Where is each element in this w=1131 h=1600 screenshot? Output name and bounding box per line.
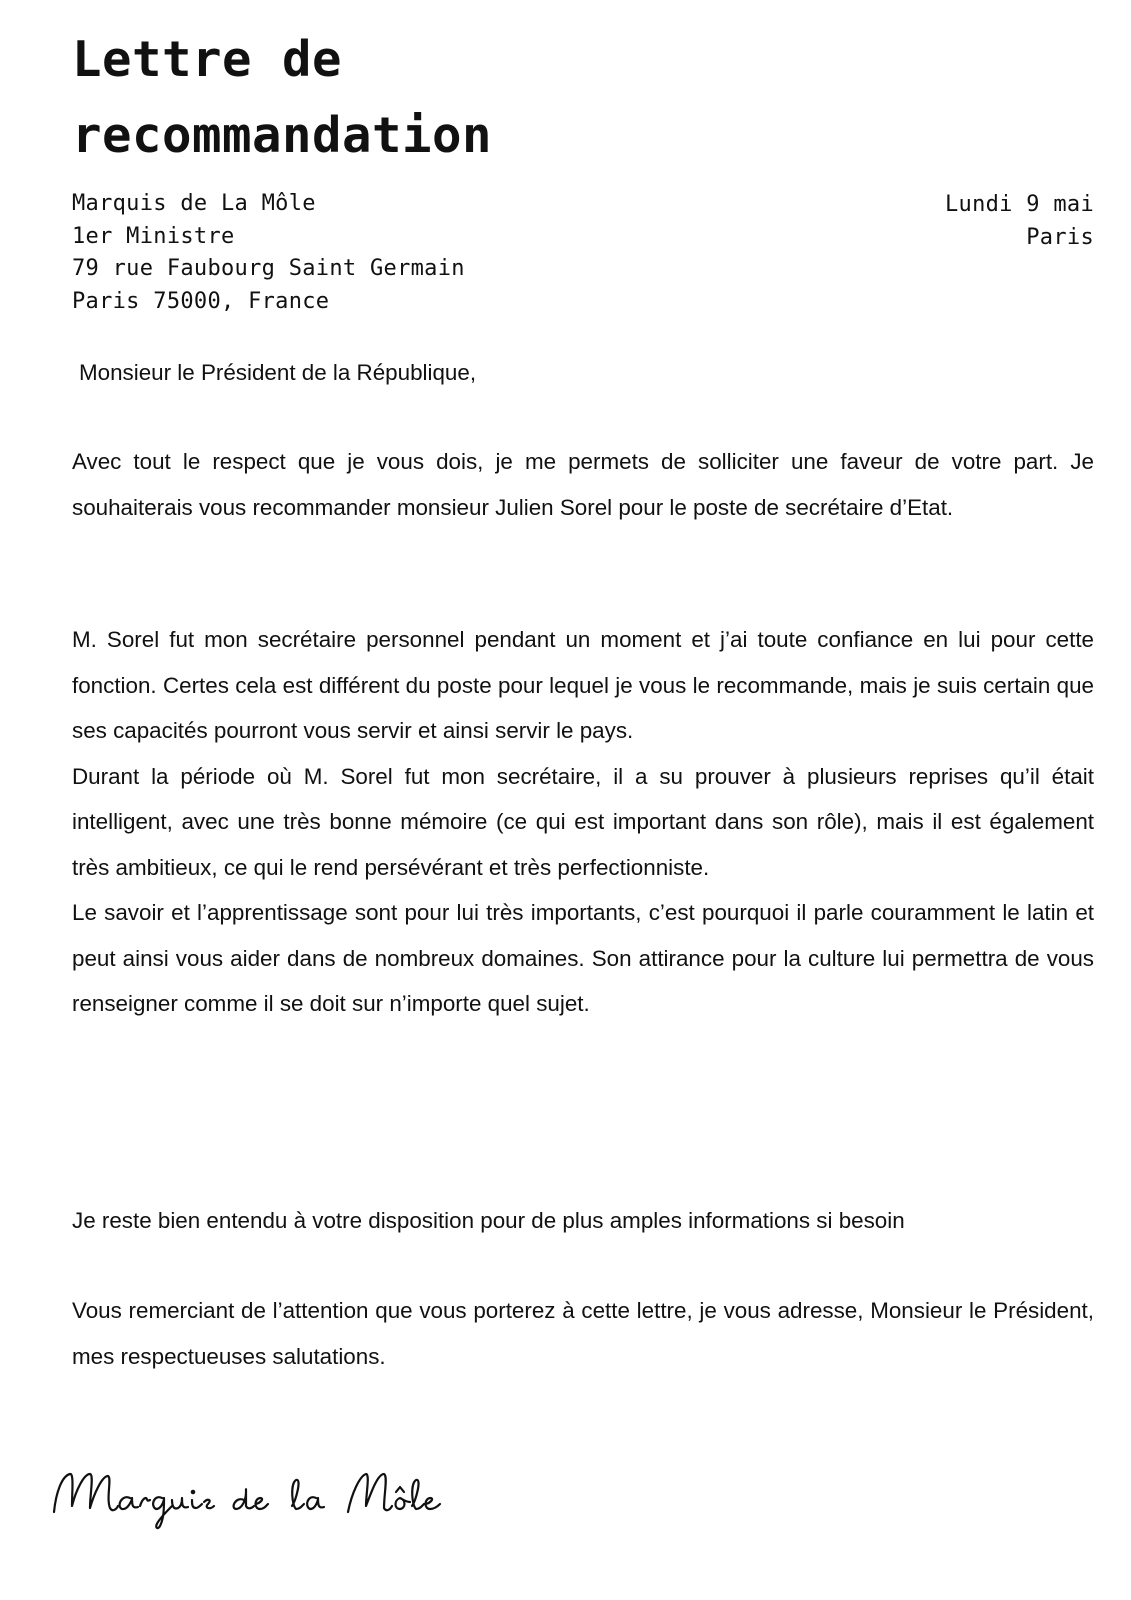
letter-date: Lundi 9 mai	[945, 192, 1094, 217]
sender-address: 79 rue Faubourg Saint Germain	[72, 256, 465, 281]
sender-city: Paris 75000, France	[72, 288, 330, 314]
letter-place: Paris	[1026, 225, 1094, 250]
letter-title	[72, 22, 772, 174]
paragraph-body	[72, 617, 1094, 1027]
paragraph-body-2: Durant la période où M. Sorel fut mon secrétaire, il a su prouver à plusieurs reprises qu’il était intelligent, avec une très bonne mémoire (ce qui est important dans son rôle), mais il est également très ambitieux, ce qui le rend persévérant et très perfectionniste.	[72, 763, 1094, 880]
paragraph-body-1: M. Sorel fut mon secrétaire personnel pendant un moment et j’ai toute confiance en lui pour cette fonction. Certes cela est différent du poste pour lequel je vous le recommande, mais je suis certain que ses capacités pourront vous servir et ainsi servir le pays.	[72, 627, 1094, 743]
handwritten-signature	[48, 1462, 448, 1542]
salutation: Monsieur le Président de la République,	[79, 360, 477, 385]
sender-name: Marquis de La Môle	[72, 191, 316, 216]
title-line-1: Lettre de	[72, 31, 343, 88]
title-line-2: recommandation	[72, 107, 493, 164]
paragraph-body-3: Le savoir et l’apprentissage sont pour lui très importants, c’est pourquoi il parle couramment le latin et peut ainsi vous aider dans de nombreux domaines. Son attirance pour la culture lui permettra de vous renseigner comme il se doit sur n’importe quel sujet.	[72, 900, 1094, 1016]
date-block	[945, 188, 1094, 254]
paragraph-availability: Je reste bien entendu à votre disposition pour de plus amples informations si besoin	[72, 1208, 905, 1233]
paragraph-intro: Avec tout le respect que je vous dois, je me permets de solliciter une faveur de votre part. Je souhaiterais vous recommander monsieur Julien Sorel pour le poste de secrétaire d’Etat.	[72, 449, 1094, 520]
sender-role: 1er Ministre	[72, 223, 235, 249]
sender-block	[72, 188, 465, 318]
paragraph-closing: Vous remerciant de l’attention que vous porterez à cette lettre, je vous adresse, Monsieur le Président, mes respectueuses salutations.	[72, 1298, 1094, 1369]
